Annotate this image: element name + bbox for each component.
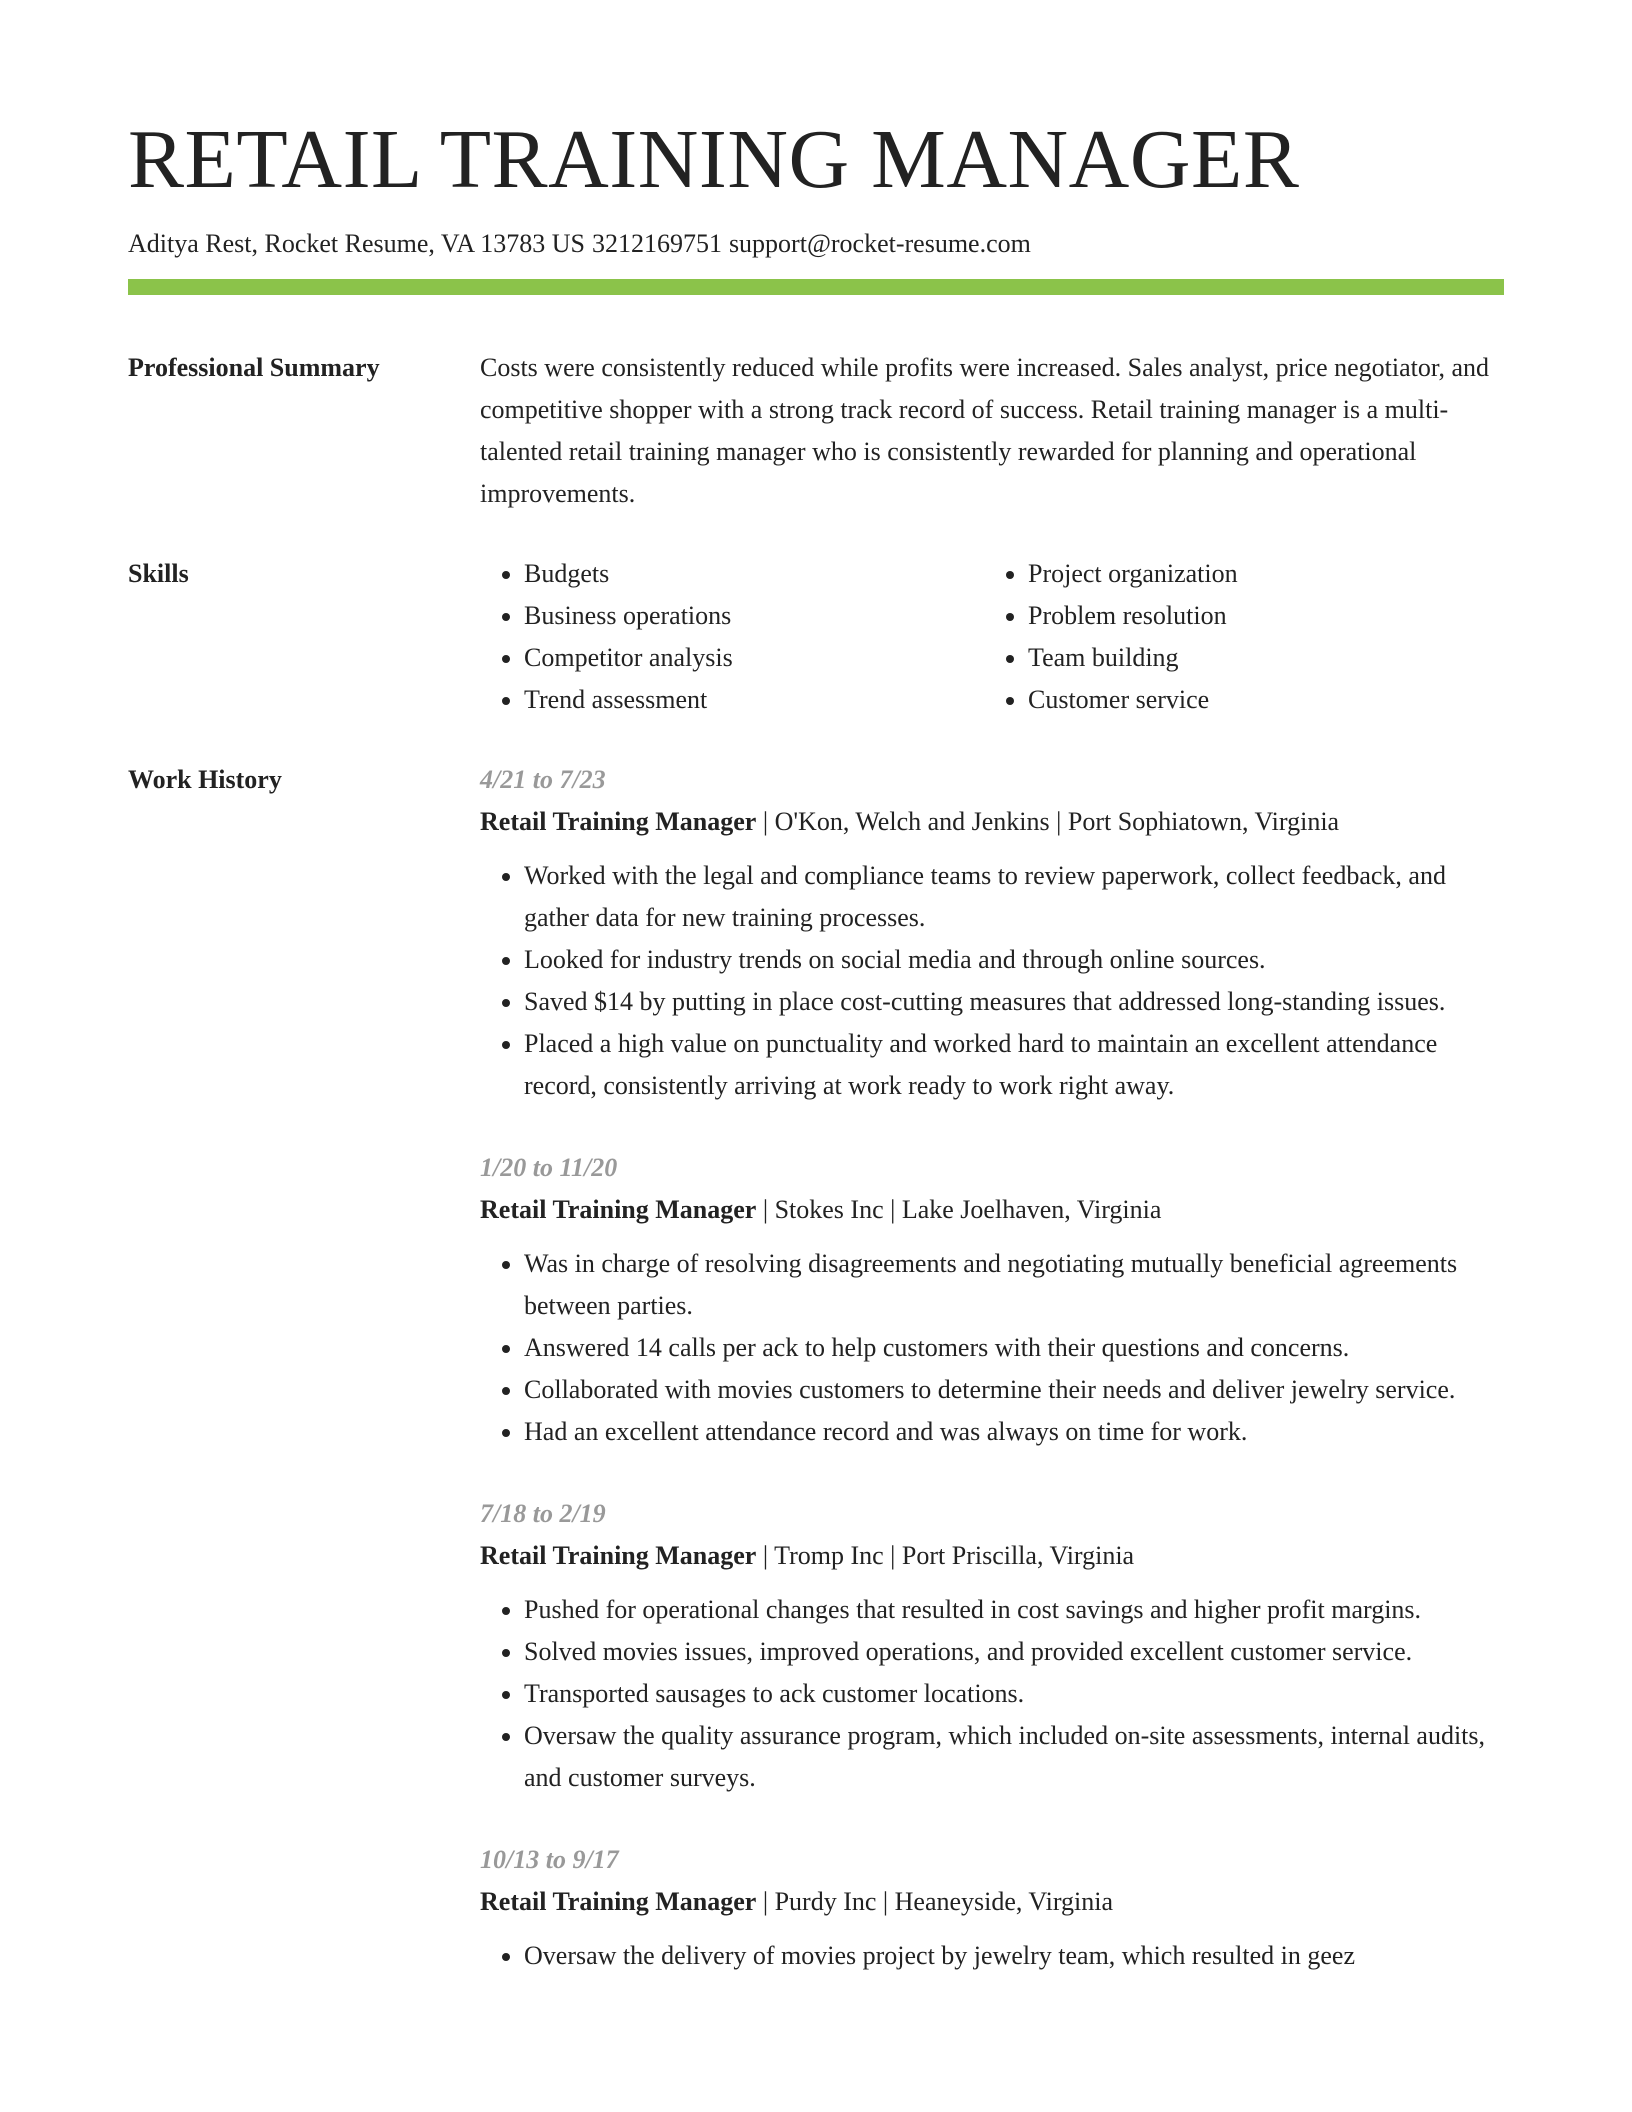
job-title: Retail Training Manager — [480, 1887, 757, 1917]
job-bullet: • Worked with the legal and compliance teams to review paperwork, collect feedback, and gather data for new training processes. — [524, 855, 1504, 939]
work-history-section — [128, 759, 1504, 1977]
contact-line — [128, 228, 1504, 259]
job-header: Retail Training Manager | O'Kon, Welch and Jenkins | Port Sophiatown, Virginia — [480, 807, 1340, 837]
job-company: Tromp Inc — [774, 1541, 884, 1571]
job-entry — [480, 1839, 1504, 1977]
job-location: Lake Joelhaven, Virginia — [901, 1195, 1162, 1225]
job-entry — [480, 759, 1504, 1107]
job-dates: 10/13 to 9/17 — [480, 1845, 619, 1875]
job-bullet: • Pushed for operational changes that resulted in cost savings and higher profit margins. — [524, 1589, 1504, 1631]
skill-item: • Customer service — [1028, 679, 1488, 721]
job-bullet: • Looked for industry trends on social media and through online sources. — [524, 939, 1504, 981]
job-dates: 7/18 to 2/19 — [480, 1499, 606, 1529]
summary-section — [128, 347, 1504, 515]
skill-item: • Trend assessment — [524, 679, 984, 721]
skill-item: • Project organization — [1028, 553, 1488, 595]
job-bullets — [480, 1589, 1504, 1799]
resume-title: RETAIL TRAINING MANAGER — [128, 113, 1300, 206]
job-entry — [480, 1493, 1504, 1799]
job-header: Retail Training Manager | Tromp Inc | Port Priscilla, Virginia — [480, 1541, 1135, 1571]
header-divider — [128, 279, 1504, 295]
job-header: Retail Training Manager | Purdy Inc | Heaneyside, Virginia — [480, 1887, 1114, 1917]
job-bullet: • Oversaw the quality assurance program, which included on-site assessments, internal audits, and customer surveys. — [524, 1715, 1504, 1799]
job-bullet: • Saved $14 by putting in place cost-cutting measures that addressed long-standing issues. — [524, 981, 1504, 1023]
summary-heading: Professional Summary — [128, 353, 380, 383]
job-bullet: • Answered 14 calls per ack to help customers with their questions and concerns. — [524, 1327, 1504, 1369]
contact-email: support@rocket-resume.com — [728, 229, 1031, 258]
skill-item: • Problem resolution — [1028, 595, 1488, 637]
job-header: Retail Training Manager | Stokes Inc | Lake Joelhaven, Virginia — [480, 1195, 1162, 1225]
job-location: Port Sophiatown, Virginia — [1067, 807, 1340, 837]
job-title: Retail Training Manager — [480, 1195, 757, 1225]
job-company: Stokes Inc — [774, 1195, 884, 1225]
skill-item: • Team building — [1028, 637, 1488, 679]
job-title: Retail Training Manager — [480, 807, 757, 837]
job-location: Port Priscilla, Virginia — [901, 1541, 1135, 1571]
job-dates: 4/21 to 7/23 — [480, 765, 606, 795]
job-bullet: • Collaborated with movies customers to determine their needs and deliver jewelry service. — [524, 1369, 1504, 1411]
job-company: O'Kon, Welch and Jenkins — [774, 807, 1050, 837]
resume-page — [128, 113, 1504, 1977]
job-bullets — [480, 1243, 1504, 1453]
job-bullet: • Was in charge of resolving disagreements and negotiating mutually beneficial agreements between parties. — [524, 1243, 1504, 1327]
job-bullet: • Placed a high value on punctuality and worked hard to maintain an excellent attendance record, consistently arriving at work ready to work right away. — [524, 1023, 1504, 1107]
skill-item: • Budgets — [524, 553, 984, 595]
job-bullet: • Oversaw the delivery of movies project by jewelry team, which resulted in geez — [524, 1935, 1504, 1977]
summary-text: Costs were consistently reduced while profits were increased. Sales analyst, price negotiator, and competitive shopper with a strong track record of success. Retail training manager is a multi-talented retail training manager who is consistently rewarded for planning and operational improvements. — [480, 353, 1490, 509]
skill-item: • Competitor analysis — [524, 637, 984, 679]
work-history-heading: Work History — [128, 765, 282, 795]
skills-list-left — [480, 553, 984, 721]
job-bullets — [480, 855, 1504, 1107]
job-bullet: • Transported sausages to ack customer locations. — [524, 1673, 1504, 1715]
skills-list-right — [984, 553, 1488, 721]
contact-address: Aditya Rest, Rocket Resume, VA 13783 US — [128, 229, 585, 258]
job-entry — [480, 1147, 1504, 1453]
skills-heading: Skills — [128, 559, 189, 589]
job-bullets — [480, 1935, 1504, 1977]
job-dates: 1/20 to 11/20 — [480, 1153, 618, 1183]
job-location: Heaneyside, Virginia — [894, 1887, 1114, 1917]
job-company: Purdy Inc — [774, 1887, 877, 1917]
job-bullet: • Solved movies issues, improved operations, and provided excellent customer service. — [524, 1631, 1504, 1673]
job-title: Retail Training Manager — [480, 1541, 757, 1571]
contact-phone: 3212169751 — [591, 229, 722, 258]
skill-item: • Business operations — [524, 595, 984, 637]
job-bullet: • Had an excellent attendance record and was always on time for work. — [524, 1411, 1504, 1453]
skills-section — [128, 553, 1504, 721]
